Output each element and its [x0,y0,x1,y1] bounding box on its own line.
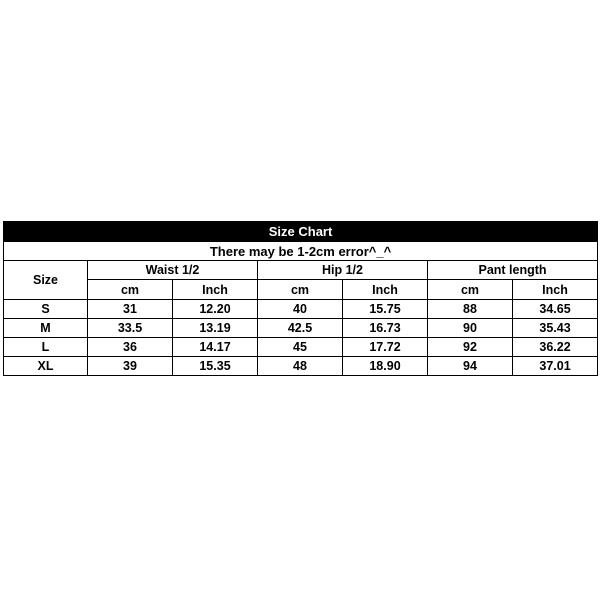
unit-header-hip-inch: Inch [343,280,428,300]
table-cell: 37.01 [513,357,598,376]
table-row [4,338,598,357]
title-row [4,222,598,242]
unit-header-row [4,280,598,300]
table-cell: 33.5 [88,319,173,338]
table-cell: 17.72 [343,338,428,357]
unit-header-hip-cm: cm [258,280,343,300]
table-cell: 90 [428,319,513,338]
size-cell: S [4,300,88,319]
table-cell: 36.22 [513,338,598,357]
chart-title: Size Chart [4,222,598,242]
table-cell: 16.73 [343,319,428,338]
size-cell: M [4,319,88,338]
size-chart [3,221,597,376]
table-cell: 94 [428,357,513,376]
table-cell: 39 [88,357,173,376]
note-row [4,242,598,261]
table-cell: 48 [258,357,343,376]
table-cell: 45 [258,338,343,357]
group-header-pant-length: Pant length [428,261,598,280]
table-row [4,300,598,319]
unit-header-waist-inch: Inch [173,280,258,300]
table-cell: 42.5 [258,319,343,338]
unit-header-pant-inch: Inch [513,280,598,300]
table-cell: 88 [428,300,513,319]
error-note: There may be 1-2cm error^_^ [4,242,598,261]
size-cell: XL [4,357,88,376]
table-cell: 35.43 [513,319,598,338]
group-header-row [4,261,598,280]
unit-header-pant-cm: cm [428,280,513,300]
unit-header-waist-cm: cm [88,280,173,300]
table-cell: 40 [258,300,343,319]
table-cell: 34.65 [513,300,598,319]
table-cell: 92 [428,338,513,357]
table-cell: 12.20 [173,300,258,319]
table-row [4,319,598,338]
table-cell: 13.19 [173,319,258,338]
table-cell: 18.90 [343,357,428,376]
size-chart-table [3,221,598,376]
table-cell: 31 [88,300,173,319]
table-row [4,357,598,376]
table-cell: 14.17 [173,338,258,357]
size-column-header: Size [4,261,88,300]
table-cell: 15.75 [343,300,428,319]
table-cell: 15.35 [173,357,258,376]
table-cell: 36 [88,338,173,357]
size-cell: L [4,338,88,357]
group-header-waist: Waist 1/2 [88,261,258,280]
group-header-hip: Hip 1/2 [258,261,428,280]
